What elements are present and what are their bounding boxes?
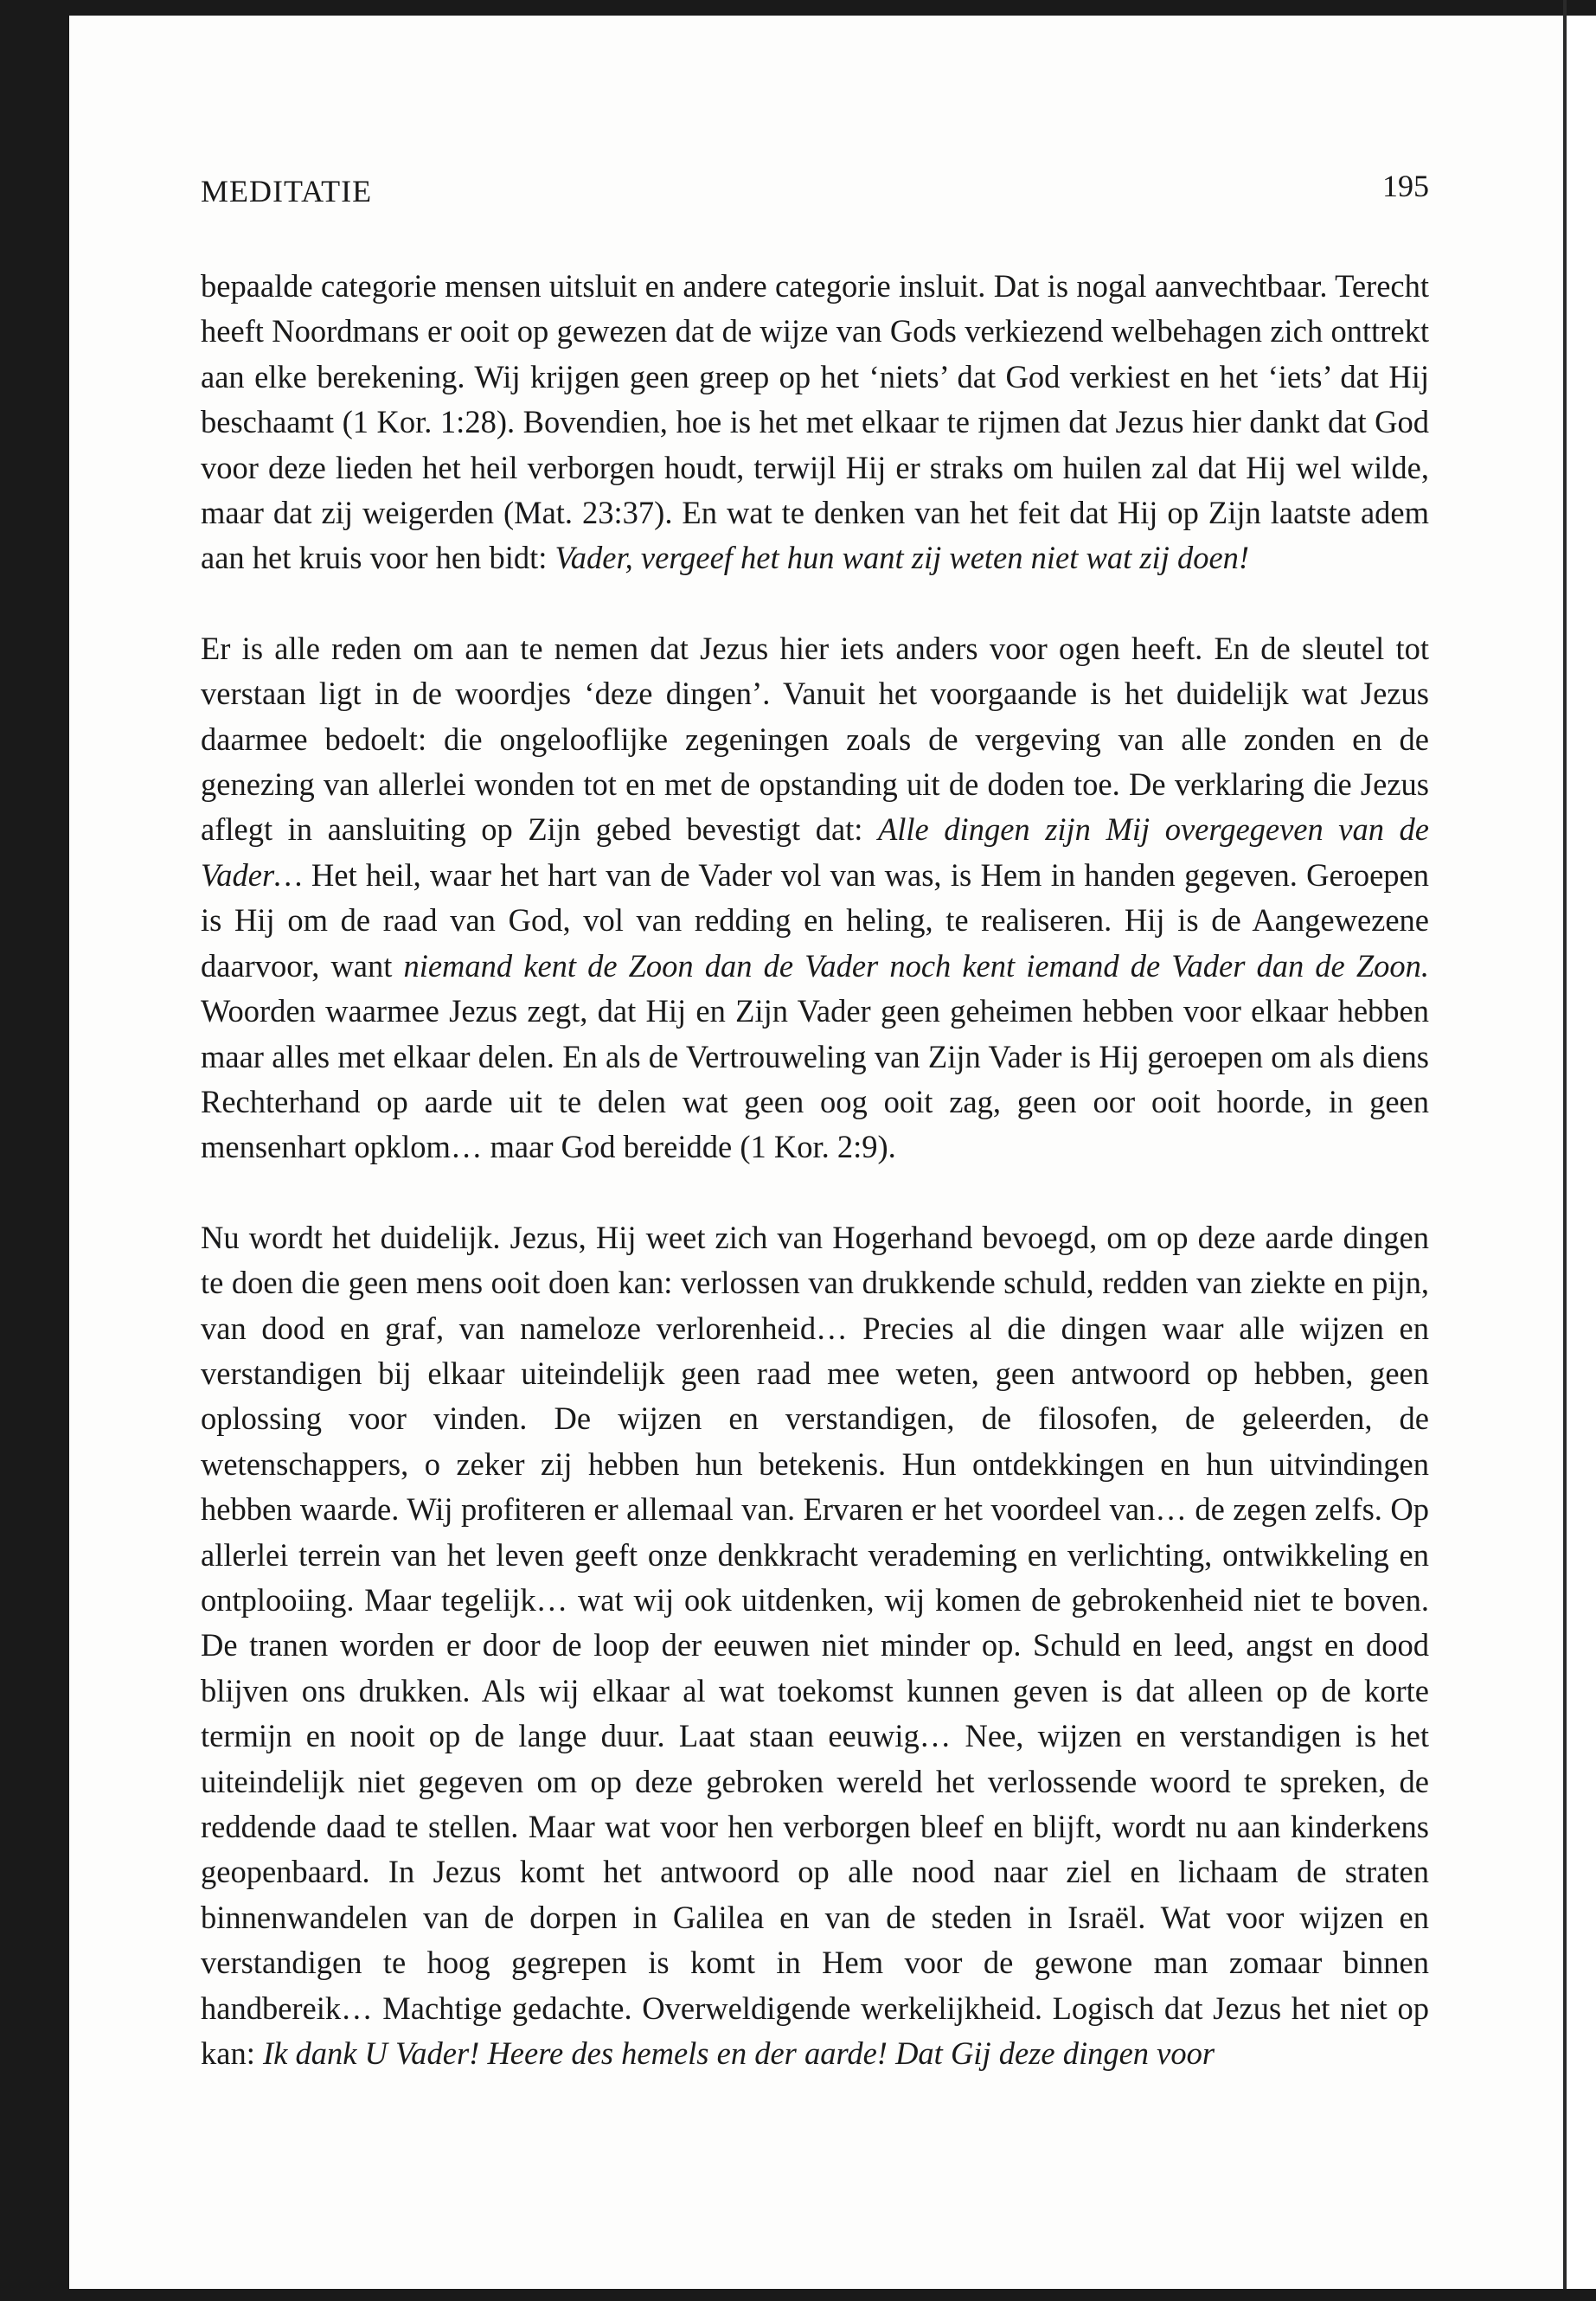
scan-edge-bottom <box>0 2289 1596 2301</box>
paragraph-3-text: Nu wordt het duidelijk. Jezus, Hij weet zich van Hogerhand bevoegd, om op deze aarde dingen te doen die geen mens ooit doen kan: verlossen van drukkende schuld, redden van ziekte en pijn, van dood en graf, van nameloze verlorenheid… Precies al die dingen waar alle wijzen en verstandigen bij elkaar uiteindelijk geen raad mee weten, geen antwoord op hebben, geen oplossing voor vinden. De wijzen en verstandigen, de filosofen, de geleerden, de wetenschappers, o zeker zij hebben hun betekenis. Hun ontdekkingen en hun uitvindingen hebben waarde. Wij profiteren er allemaal van. Ervaren er het voordeel van… de zegen zelfs. Op allerlei terrein van het leven geeft onze denkkracht verademing en verlichting, ontwikkeling en ontplooiing. Maar tegelijk… wat wij ook uitdenken, wij komen de gebrokenheid niet te boven. De tranen worden er door de loop der eeuwen niet minder op. Schuld en leed, angst en dood blijven ons drukken. Als wij elkaar al wat toekomst kunnen geven is dat alleen op de korte termijn en nooit op de lange duur. Laat staan eeuwig… Nee, wijzen en verstandigen is het uiteindelijk niet gegeven om op deze gebroken wereld het verlossende woord te spreken, de reddende daad te stellen. Maar wat voor hen verborgen bleef en blijft, wordt nu aan kinderkens geopenbaard. In Jezus komt het antwoord op alle nood naar ziel en lichaam de straten binnenwandelen van de dorpen in Galilea en van de steden in Israël. Wat voor wijzen en verstandigen te hoog gegrepen is komt in Hem voor de gewone man zomaar binnen handbereik… Machtige gedachte. Overweldigende werkelijkheid. Logisch dat Jezus het niet op kan: <box>201 1219 1429 2072</box>
paragraph-3 <box>201 1215 1429 2077</box>
paragraph-1-text: bepaalde categorie mensen uitsluit en andere categorie insluit. Dat is nogal aanvechtbaar. Terecht heeft Noordmans er ooit op gewezen dat de wijze van Gods verkiezend welbehagen zich onttrekt aan elke berekening. Wij krijgen geen greep op het ‘niets’ dat God verkiest en het ‘iets’ dat Hij beschaamt (1 Kor. 1:28). Bovendien, hoe is het met elkaar te rijmen dat Jezus hier dankt dat God voor deze lieden het heil verborgen houdt, terwijl Hij er straks om huilen zal dat Hij wel wilde, maar dat zij weigerden (Mat. 23:37). En wat te denken van het feit dat Hij op Zijn laatste adem aan het kruis voor hen bidt: <box>201 268 1429 576</box>
running-head: MEDITATIE <box>201 174 373 208</box>
scan-edge-right <box>1563 0 1567 2301</box>
paragraph-2-text-b: Het heil, waar het hart van de Vader vol van was, is Hem in handen gegeven. Geroepen is Hij om de raad van God, vol van redding en heling, te realiseren. Hij is de Aangewezene daarvoor, want <box>201 856 1429 984</box>
paragraph-2-text-c: Woorden waarmee Jezus zegt, dat Hij en Zijn Vader geen geheimen hebben voor elkaar hebben maar alles met elkaar delen. En als de Vertrouweling van Zijn Vader is Hij geroepen om als diens Rechterhand op aarde uit te delen wat geen oog ooit zag, geen oor ooit hoorde, in geen mensenhart opklom… maar God bereidde (1 Kor. 2:9). <box>201 993 1429 1165</box>
scan-edge-top <box>0 0 1596 16</box>
paragraph-2-quote-b: niemand kent de Zoon dan de Vader noch kent iemand de Vader dan de Zoon. <box>403 947 1429 984</box>
paragraph-2-quote-a: Alle dingen zijn Mij overgegeven van de Vader… <box>201 811 1429 893</box>
page-header <box>201 169 1429 225</box>
paragraph-2-text-a: Er is alle reden om aan te nemen dat Jezus hier iets anders voor ogen heeft. En de sleutel tot verstaan ligt in de woordjes ‘deze dingen’. Vanuit het voorgaande is het duidelijk wat Jezus daarmee bedoelt: die ongelooflijke zegeningen zoals de vergeving van alle zonden en de genezing van allerlei wonden tot en met de opstanding uit de doden toe. De verklaring die Jezus aflegt in aansluiting op Zijn gebed bevestigt dat: <box>201 630 1429 848</box>
paragraph-1 <box>201 264 1429 581</box>
paragraph-2 <box>201 626 1429 1170</box>
scan-edge-left <box>0 0 69 2301</box>
paragraph-3-quote: Ik dank U Vader! Heere des hemels en der aarde! Dat Gij deze dingen voor <box>262 2035 1215 2072</box>
paragraph-1-quote: Vader, vergeef het hun want zij weten niet wat zij doen! <box>554 540 1250 576</box>
body-text <box>201 264 1429 2076</box>
page-number: 195 <box>1382 169 1429 203</box>
